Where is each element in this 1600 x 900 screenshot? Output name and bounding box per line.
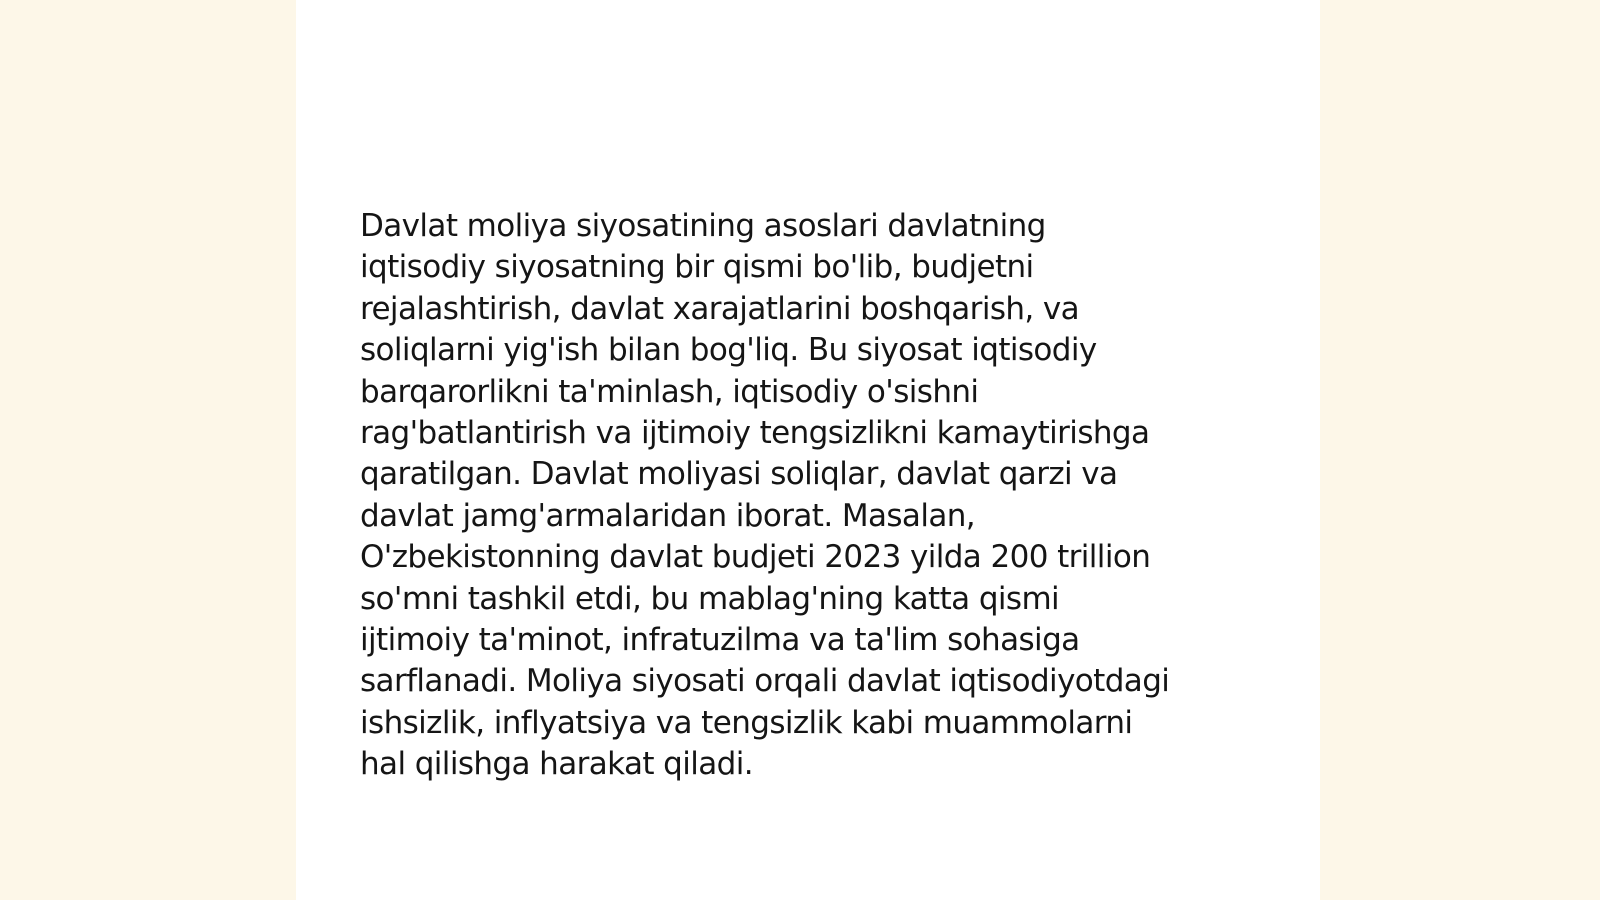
paragraph-line: iqtisodiy siyosatning bir qismi bo'lib, budjetni bbox=[360, 249, 1034, 286]
paragraph-line: ishsizlik, inflyatsiya va tengsizlik kabi muammolarni bbox=[360, 704, 1133, 741]
paragraph-line: hal qilishga harakat qiladi. bbox=[360, 746, 753, 783]
body-paragraph bbox=[360, 206, 1260, 786]
paragraph-line: ijtimoiy ta'minot, infratuzilma va ta'lim sohasiga bbox=[360, 622, 1080, 659]
paragraph-line: Davlat moliya siyosatining asoslari davlatning bbox=[360, 208, 1046, 244]
paragraph-line: qaratilgan. Davlat moliyasi soliqlar, davlat qarzi va bbox=[360, 456, 1118, 493]
paragraph-line: so'mni tashkil etdi, bu mablag'ning katta qismi bbox=[360, 580, 1060, 617]
paragraph-line: barqarorlikni ta'minlash, iqtisodiy o'sishni bbox=[360, 373, 979, 410]
paragraph-line: sarflanadi. Moliya siyosati orqali davlat iqtisodiyotdagi bbox=[360, 663, 1170, 700]
document-slide bbox=[296, 0, 1320, 900]
paragraph-line: O'zbekistonning davlat budjeti 2023 yilda 200 trillion bbox=[360, 539, 1151, 576]
paragraph-line: davlat jamg'armalaridan iborat. Masalan, bbox=[360, 497, 976, 534]
paragraph-line: soliqlarni yig'ish bilan bog'liq. Bu siyosat iqtisodiy bbox=[360, 332, 1097, 369]
paragraph-line: rejalashtirish, davlat xarajatlarini boshqarish, va bbox=[360, 290, 1080, 327]
paragraph-line: rag'batlantirish va ijtimoiy tengsizlikni kamaytirishga bbox=[360, 415, 1150, 452]
